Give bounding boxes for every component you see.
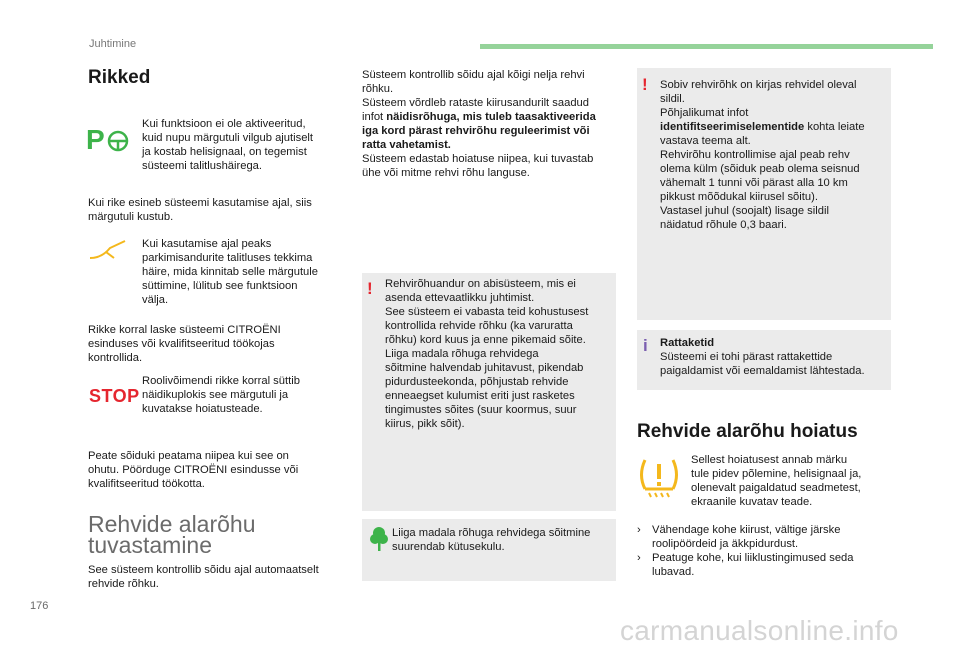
heading-underinflation-line2: tuvastamine [88,532,213,558]
bullet-item [637,551,897,579]
fault-paragraph-4: Rikke korral laske süsteemi CITROËNI esinduses või kvalifitseeritud töökojas kontrollida. [88,324,281,364]
info-icon: i [643,336,648,355]
warning-text-pressure-part3: kohta leiate vastava teema alt. Rehvirõhu kontrollimise ajal peab rehv olema külm (sõiduk peab olema seisnud vähemalt 1 tunni või pärast alla 10 km pikkust mõõdukal kiirusel sõitu). Vastasel juhul (soojalt) lisage sildil näidatud rõhule 0,3 baari. [660,121,865,231]
stop-icon: STOP [89,386,140,406]
info-box-chains [637,330,891,390]
underinflation-intro: See süsteem kontrollib sõidu ajal automaatselt rehvide rõhku. [88,564,319,590]
warning-box-pressure [637,68,891,320]
bullet-marker-icon: › [637,552,641,564]
warning-text-pressure [660,78,888,232]
action-bullet-list [637,523,897,579]
eco-text: Liiga madala rõhuga rehvidega sõitmine suurendab kütusekulu. [392,527,591,553]
fault-paragraph-3: Kui kasutamise ajal peaks parkimisandurite talitluses tekkima häire, mida kinnitab selle märgutule süttimine, lülitub see funktsioon välja. [142,238,318,306]
fault-paragraph-1: Kui funktsioon ei ole aktiveeritud, kuid nupu märgutuli vilgub ajutiselt ja kostab helisignaal, on tegemist süsteemi talitlushäirega. [142,118,314,172]
bullet-marker-icon: › [637,524,641,536]
heading-underinflation-line1: Rehvide alarõhu [88,511,256,537]
eco-box [362,519,616,581]
tyre-pressure-warning-icon [636,455,682,499]
bullet-text: Peatuge kohe, kui liiklustingimused seda lubavad. [652,552,854,578]
warning-text-pressure-part1: Sobiv rehvirõhk on kirjas rehvidel oleval sildil. Põhjalikumat infot [660,79,857,119]
fault-paragraph-2: Kui rike esineb süsteemi kasutamise ajal, siis märgutuli kustub. [88,197,312,223]
fault-paragraph-6: Peate sõiduki peatama niipea kui see on ohutu. Pöörduge CITROËNI esindusse või kvalifitseeritud töökotta. [88,450,299,490]
warning-icon: ! [367,279,373,298]
info-title: Rattaketid [660,337,715,349]
system-description [362,68,618,180]
header-accent-bar [480,44,933,49]
info-text: Süsteemi ei tohi pärast rattakettide paigaldamist või eemaldamist lähtestada. [660,351,865,377]
warning-text-assist: Rehvirõhuandur on abisüsteem, mis ei asenda ettevaatlikku juhtimist. See süsteem ei vabasta teid kohustusest kontrollida rehvide rõhku (ka varuratta rõhku) kord kuus ja enne pikemaid sõite. Liiga madala rõhuga rehvidega sõitmine halvendab juhitavust, pikendab pidurdusteekonda, põhjustab rehvide enneaegset kulumist eriti just rasketes tingimustes sõites (suur koormus, suur kiirus, pikk sõit). [385,278,589,430]
system-description-bold: näidisrõhuga, mis tuleb taasaktiveerida iga kord pärast rehvirõhu reguleerimist või ratta vahetamist. [362,111,596,151]
section-label: Juhtimine [89,38,137,50]
park-assist-icon [86,121,132,161]
heading-rikked: Rikked [88,67,151,88]
watermark: carmanualsonline.info [620,615,899,646]
eco-tree-icon [370,526,388,557]
fault-paragraph-5: Roolivõimendi rikke korral süttib näidikuplokis see märgutuli ja kuvatakse hoiatusteade. [142,375,300,415]
alert-description: Sellest hoiatusest annab märku tule pidev põlemine, helisignaal ja, olenevalt paigaldatud seadmetest, ekraanile kuvatav teade. [691,454,862,508]
page-number: 176 [30,600,49,612]
warning-box-assist [362,273,616,511]
system-description-part1: Süsteem kontrollib sõidu ajal kõigi nelja rehvi rõhku. Süsteem võrdleb rataste kiirusandurilt saadud infot [362,69,589,123]
svg-text:P: P [86,124,105,155]
bullet-text: Vähendage kohe kiirust, vältige järske roolipöördeid ja äkkpidurdust. [652,524,841,550]
heading-underinflation-alert: Rehvide alarõhu hoiatus [637,421,858,442]
bullet-item [637,523,897,551]
warning-text-pressure-bold: identifitseerimiselementide [660,121,805,133]
parking-sensor-icon [88,237,128,261]
system-description-part3: Süsteem edastab hoiatuse niipea, kui tuvastab ühe või mitme rehvi rõhu languse. [362,153,594,179]
warning-icon: ! [642,75,648,94]
